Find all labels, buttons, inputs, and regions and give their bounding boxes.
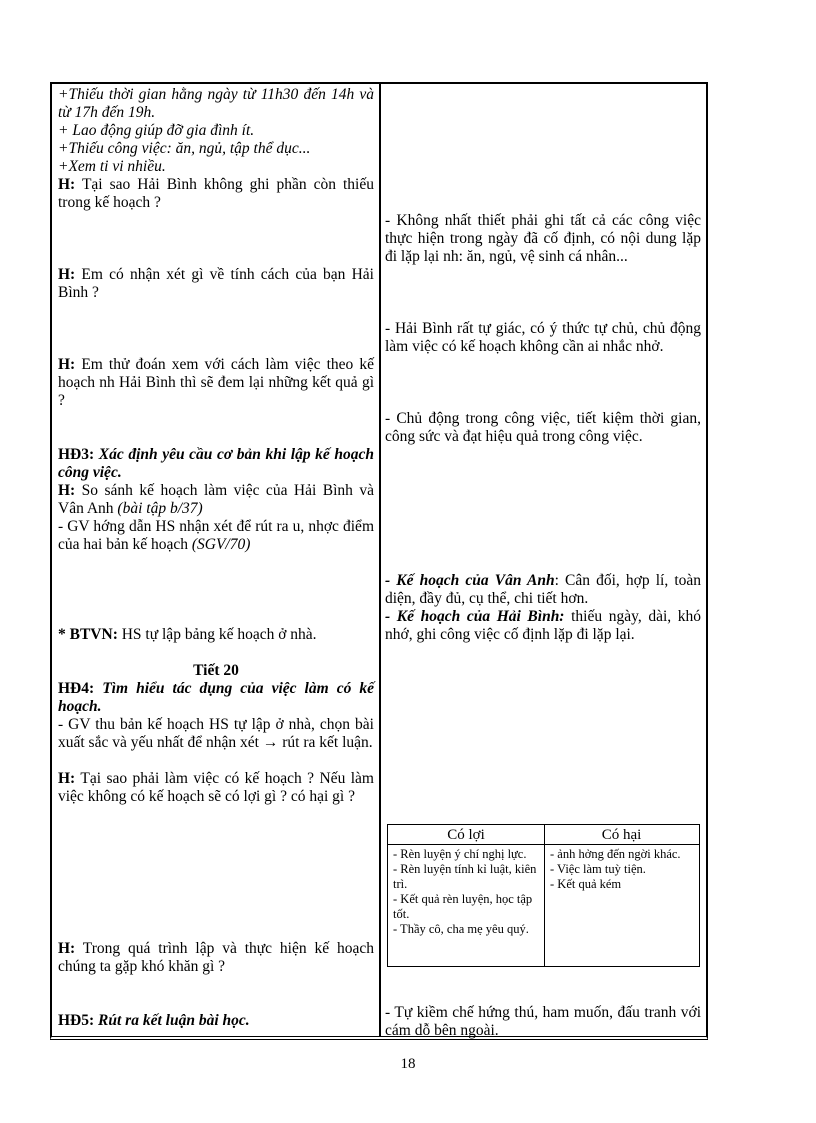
cons-item: - ảnh hởng đến ngời khác.: [550, 847, 681, 861]
answer-2: - Hải Bình rất tự giác, có ý thức tự chủ, chủ động làm việc có kế hoạch không cần ai nhắc nhở.: [385, 320, 701, 355]
question-3: H: Em thử đoán xem với cách làm việc theo kế hoạch nh Hải Bình thì sẽ đem lại những kết quả gì ?: [58, 356, 374, 409]
pros-cons-divider: [544, 825, 545, 966]
question-6: H: Trong quá trình lập và thực hiện kế hoạch chúng ta gặp khó khăn gì ?: [58, 940, 374, 975]
homework: * BTVN: HS tự lập bảng kế hoạch ở nhà.: [58, 626, 317, 643]
question-4: H: So sánh kế hoạch làm việc của Hải Bình và Vân Anh (bài tập b/37): [58, 482, 374, 517]
answer-5: - Kế hoạch của Hải Bình: thiếu ngày, dài, khó nhớ, ghi công việc cố định lặp đi lặp lại.: [385, 608, 701, 643]
answer-4: - Kế hoạch của Vân Anh: Cân đối, hợp lí, toàn diện, đầy đủ, cụ thể, chi tiết hơn.: [385, 572, 702, 607]
pros-cons-table: [387, 824, 700, 967]
hd4-heading: HĐ4: Tìm hiểu tác dụng của việc làm có kế hoạch.: [58, 680, 374, 715]
cons-list: [550, 847, 696, 892]
column-divider: [379, 84, 381, 1036]
gv-guide-1: - GV hớng dẫn HS nhận xét để rút ra u, nhợc điểm của hai bản kế hoạch (SGV/70): [58, 518, 374, 553]
intro-notes: [58, 86, 374, 176]
question-1: H: Tại sao Hải Bình không ghi phần còn thiếu trong kế hoạch ?: [58, 176, 374, 211]
intro-line: +Thiếu công việc: ăn, ngủ, tập thể dục...: [58, 140, 311, 157]
header-pros: Có lợi: [388, 825, 544, 845]
pros-item: - Rèn luyện tính kỉ luật, kiên trì.: [393, 862, 537, 891]
answer-6: - Tự kiềm chế hứng thú, ham muốn, đấu tranh với cám dỗ bên ngoài.: [385, 1004, 701, 1039]
header-cons: Có hại: [544, 825, 699, 845]
intro-line: +Thiếu thời gian hằng ngày từ 11h30 đến 14h và từ 17h đến 19h.: [58, 86, 374, 121]
arrow-right-icon: →: [262, 734, 279, 751]
tiet-heading: Tiết 20: [193, 662, 239, 679]
intro-line: +Xem ti vi nhiều.: [58, 158, 166, 175]
page-number: 18: [400, 1056, 416, 1072]
cons-item: - Việc làm tuỳ tiện.: [550, 862, 646, 876]
pros-item: - Rèn luyện ý chí nghị lực.: [393, 847, 527, 861]
question-5: H: Tại sao phải làm việc có kế hoạch ? Nếu làm việc không có kế hoạch sẽ có lợi gì ? có hại gì ?: [58, 770, 374, 805]
gv-guide-2: - GV thu bản kế hoạch HS tự lập ở nhà, chọn bài xuất sắc và yếu nhất để nhận xét → rút ra kết luận.: [58, 716, 374, 751]
hd3-heading: HĐ3: Xác định yêu cầu cơ bản khi lập kế hoạch công việc.: [58, 446, 374, 481]
hd5-heading: HĐ5: Rút ra kết luận bài học.: [58, 1012, 250, 1029]
lesson-table: [50, 82, 708, 1040]
pros-item: - Thầy cô, cha mẹ yêu quý.: [393, 922, 529, 936]
question-2: H: Em có nhận xét gì về tính cách của bạn Hải Bình ?: [58, 266, 374, 301]
answer-1: - Không nhất thiết phải ghi tất cả các công việc thực hiện trong ngày đã cố định, có nội dung lặp đi lặp lại nh: ăn, ngủ, vệ sinh cá nhân...: [385, 212, 701, 265]
pros-item: - Kết quả rèn luyện, học tập tốt.: [393, 892, 533, 921]
cons-item: - Kết quả kém: [550, 877, 622, 891]
intro-line: + Lao động giúp đỡ gia đình ít.: [58, 122, 255, 139]
pros-list: [393, 847, 539, 937]
answer-3: - Chủ động trong công việc, tiết kiệm thời gian, công sức và đạt hiệu quả trong công việc.: [385, 410, 701, 445]
